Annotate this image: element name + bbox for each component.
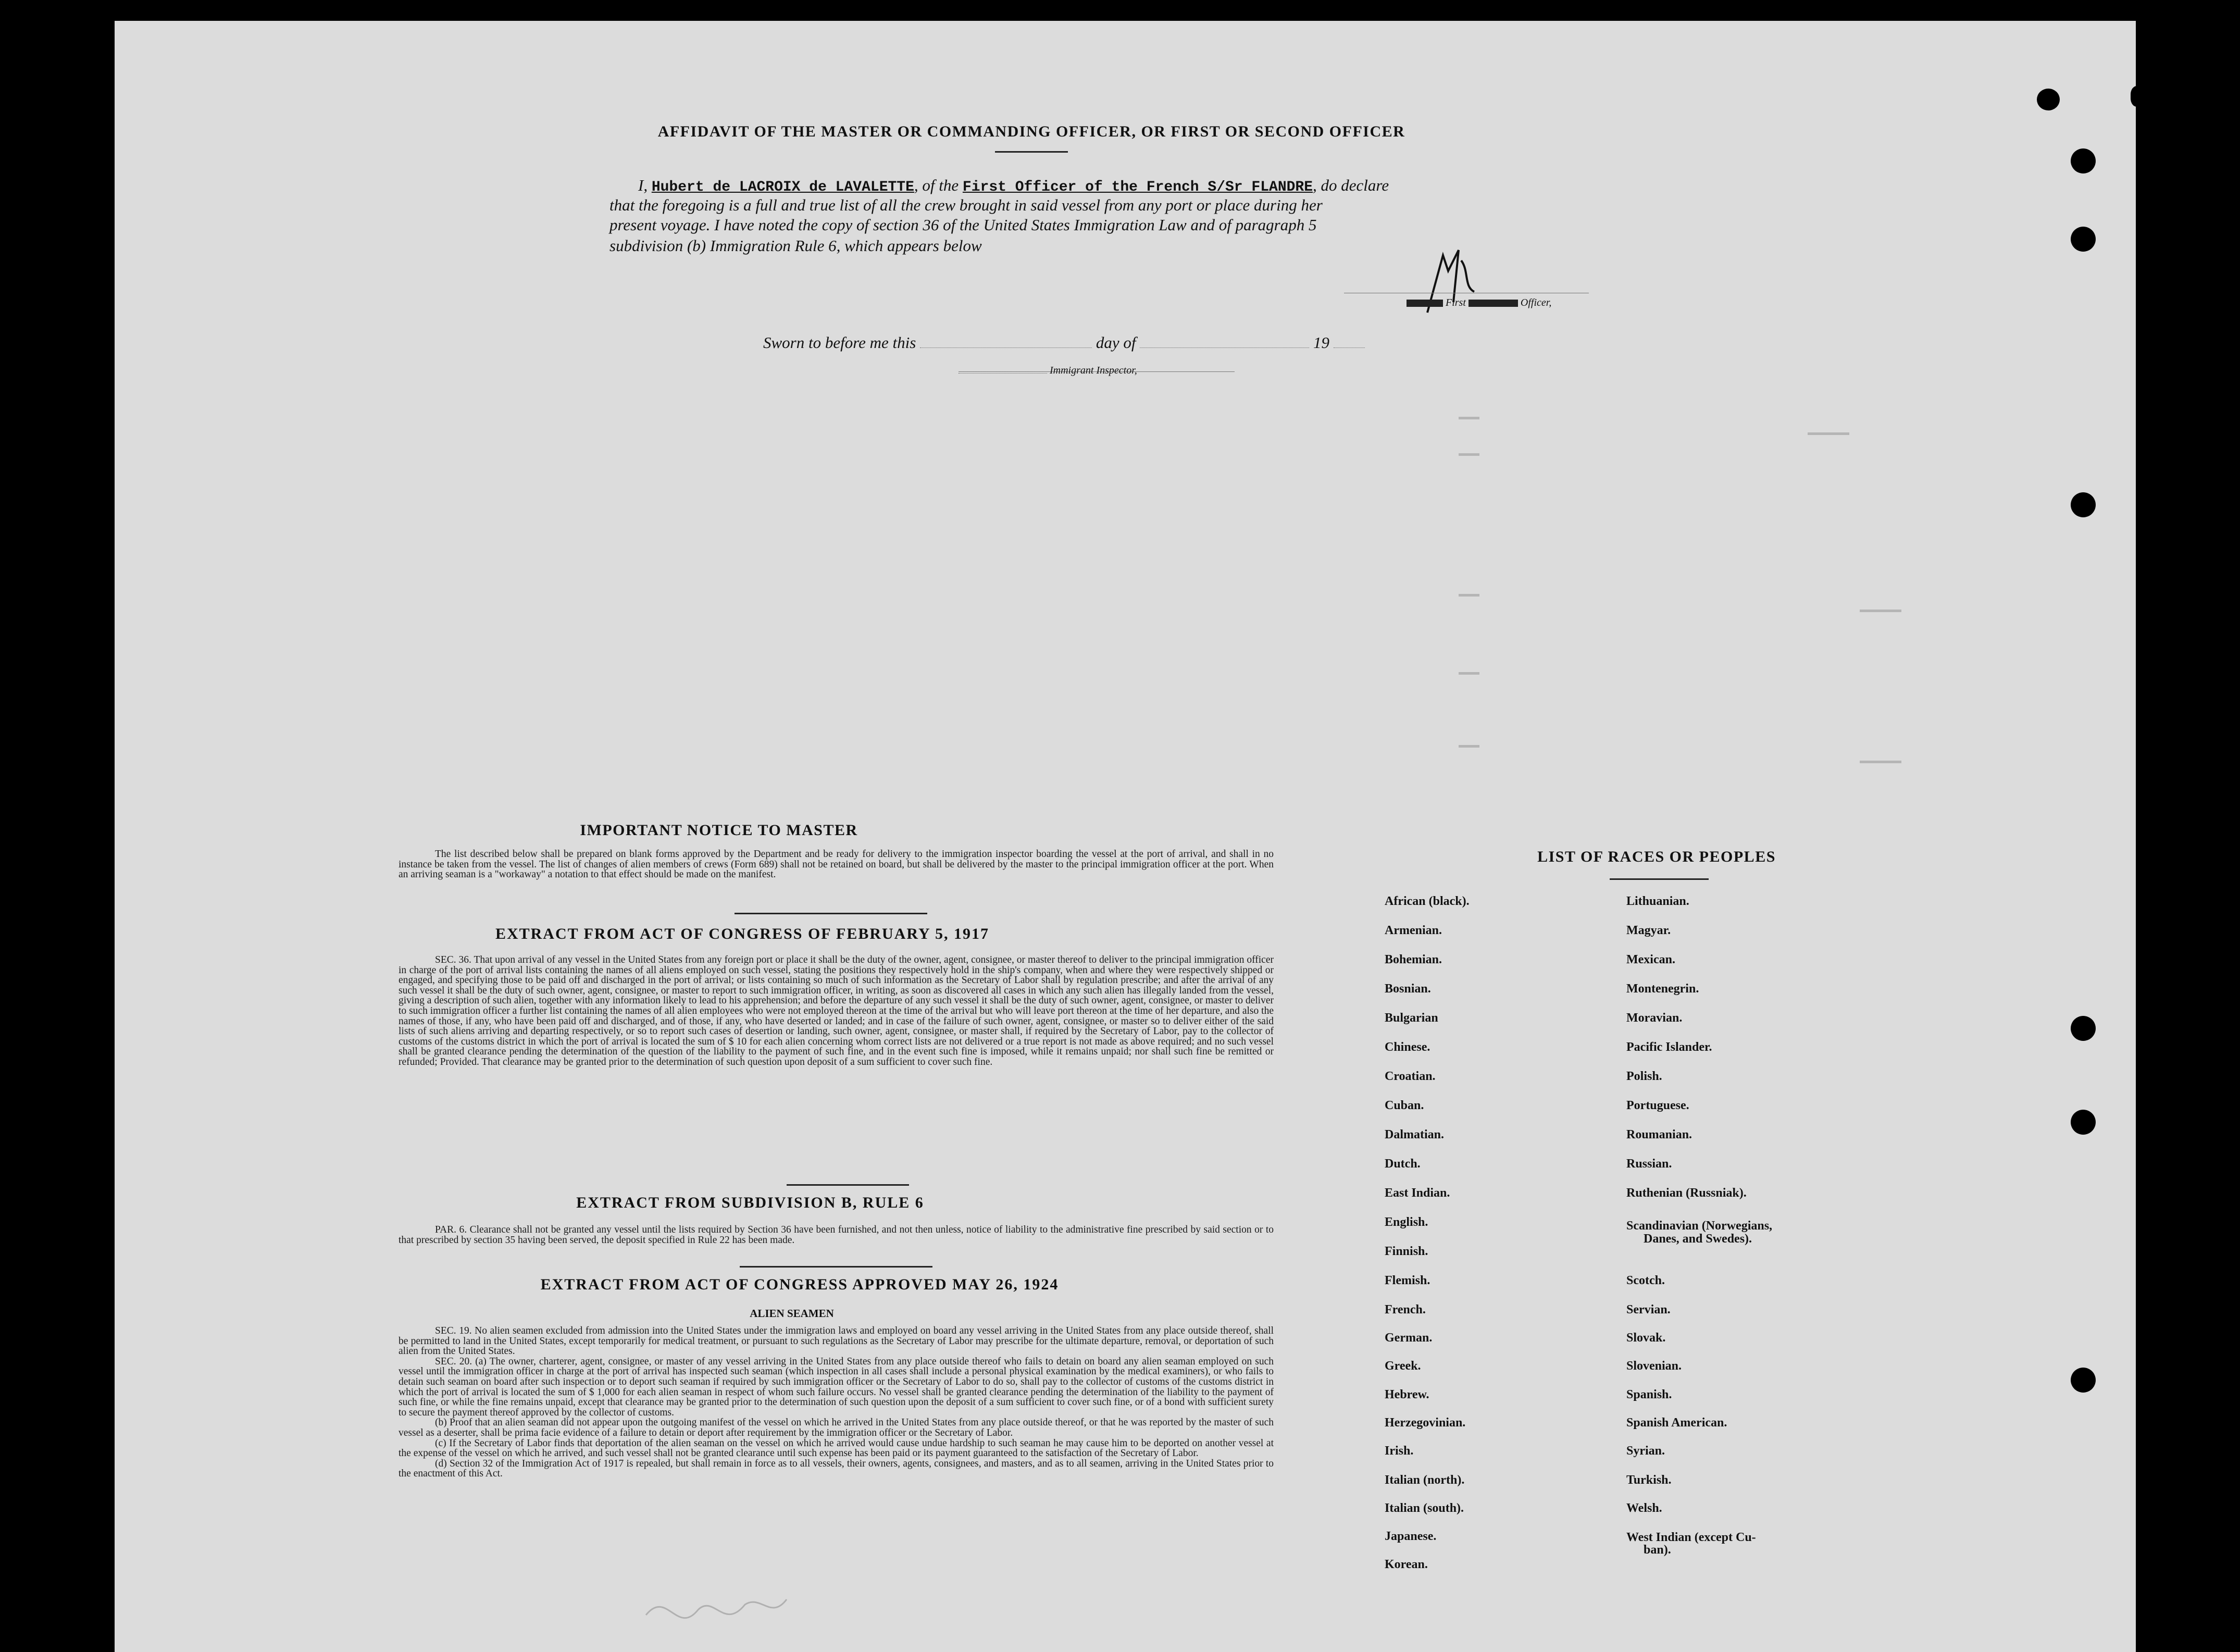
day-of-text: day of bbox=[1096, 333, 1136, 352]
race-item: Danes, and Swedes). bbox=[1644, 1232, 1752, 1246]
act1924-sec20a: SEC. 20. (a) The owner, charterer, agent, consignee, or master of any vessel arriving in the United States from any place outside thereof who fails to detain on board any alien seaman employed on such vessel until the immigration officer in charge at the port of arrival has inspected such seaman (which inspection in all cases shall include a personal physical examination by the medical examiners), or who fails to detain such seaman on board after such inspection or to deport such seaman if required by such immigration officer or the Secretary of Labor to do so, shall pay to the collector of customs of the customs district in which the port of arrival is located the sum of $ 1,000 for each alien seaman in respect of whom such failure occurs. No vessel shall be granted clearance pending the determination of the liability to the payment of such fine, or while the fine remains unpaid, except that clearance may be granted prior to the determination of such question upon the deposit of a sum sufficient to cover such fine, or of a bond with sufficient surety to secure the payment thereof approved by the collector of customs. bbox=[399, 1356, 1274, 1418]
affidavit-line3: present voyage. I have noted the copy of section 36 of the United States Immigration Law and of paragraph 5 bbox=[609, 216, 1317, 234]
race-item: Japanese. bbox=[1385, 1530, 1437, 1543]
punch-hole bbox=[2071, 227, 2096, 252]
race-item: Korean. bbox=[1385, 1558, 1428, 1571]
year-prefix: 19 bbox=[1313, 333, 1329, 352]
race-item: Magyar. bbox=[1626, 924, 1671, 937]
race-item: Croatian. bbox=[1385, 1070, 1436, 1083]
race-item: Dalmatian. bbox=[1385, 1128, 1444, 1141]
race-item: Hebrew. bbox=[1385, 1388, 1429, 1401]
notice-paragraph: The list described below shall be prepared on blank forms approved by the Department and be ready for delivery to the immigration inspector boarding the vessel at the port of arrival, and shall in no instance be taken from the vessel. The list of changes of alien members of crews (Form 689) shall not be retained on board, but shall be delivered by the master to the principal immigration officer at the port. When an arriving seaman is a "workaway" a notation to that effect should be made on the manifest. bbox=[399, 849, 1274, 880]
race-item: German. bbox=[1385, 1331, 1433, 1345]
officer-title: First Officer of the French S/Sr FLANDRE bbox=[962, 179, 1313, 195]
act1924-sec20c: (c) If the Secretary of Labor finds that deportation of the alien seaman on the vessel on which he arrived would cause undue hardship to such seaman he may cause him to be deported on another vessel at the expense of the vessel on which he arrived, and such vessel shall not be granted clearance until such expense has been paid or its payment guaranteed to the satisfaction of the Secretary of Labor. bbox=[399, 1437, 1274, 1459]
act1924-title: EXTRACT FROM ACT OF CONGRESS APPROVED MAY 26, 1924 bbox=[540, 1276, 1059, 1293]
race-item: Spanish American. bbox=[1626, 1416, 1727, 1430]
act1917-title: EXTRACT FROM ACT OF CONGRESS OF FEBRUARY 5, 1917 bbox=[495, 925, 990, 942]
race-item: Greek. bbox=[1385, 1359, 1421, 1373]
notice-text bbox=[399, 849, 1274, 880]
act1924-sec19: SEC. 19. No alien seamen excluded from admission into the United States under the immigration laws and employed on board any vessel arriving in the United States from any place outside thereof, shall be permitted to land in the United States, except temporarily for medical treatment, or pursuant to such regulations as the Secretary of Labor may prescribe for the ultimate departure, removal, or deportation of such alien from the United States. bbox=[399, 1325, 1274, 1357]
faint-stamp-mark bbox=[636, 1584, 792, 1641]
rule6-paragraph: PAR. 6. Clearance shall not be granted any vessel until the lists required by Section 36 have been furnished, and not then unless, notice of liability to the administrative fine prescribed by said section or to that prescribed by section 35 having been served, the deposit specified in Rule 22 has been made. bbox=[399, 1224, 1274, 1246]
ghost-mark bbox=[1808, 432, 1849, 435]
document-sheet bbox=[115, 21, 2136, 1652]
first-label: First bbox=[1446, 297, 1466, 308]
month-blank[interactable] bbox=[1140, 347, 1309, 348]
rule6-text bbox=[399, 1225, 1274, 1245]
ghost-mark bbox=[1459, 594, 1479, 597]
race-item: ban). bbox=[1644, 1543, 1671, 1557]
affidavit-title: AFFIDAVIT OF THE MASTER OR COMMANDING OFFICER, OR FIRST OR SECOND OFFICER bbox=[657, 123, 1405, 140]
race-item: French. bbox=[1385, 1303, 1426, 1316]
race-item: Slovenian. bbox=[1626, 1359, 1682, 1373]
race-item: Finnish. bbox=[1385, 1245, 1428, 1258]
race-item: Scandinavian (Norwegians, bbox=[1626, 1219, 1773, 1233]
declare-text: , do declare bbox=[1313, 176, 1389, 194]
race-item: Moravian. bbox=[1626, 1011, 1683, 1025]
affidavit-line2: that the foregoing is a full and true list of all the crew brought in said vessel from any port or place during her bbox=[609, 196, 1323, 214]
act1917-divider bbox=[787, 1184, 909, 1186]
master-name: Hubert de LACROIX de LAVALETTE bbox=[651, 179, 914, 195]
sworn-line bbox=[763, 333, 1365, 352]
race-item: Slovak. bbox=[1626, 1331, 1666, 1345]
ghost-mark bbox=[1459, 745, 1479, 748]
race-item: Portuguese. bbox=[1626, 1099, 1689, 1112]
race-item: Lithuanian. bbox=[1626, 895, 1689, 908]
notice-title: IMPORTANT NOTICE TO MASTER bbox=[580, 822, 858, 839]
of-the-text: , of the bbox=[914, 176, 959, 194]
year-blank[interactable] bbox=[1334, 347, 1365, 348]
race-item: Syrian. bbox=[1626, 1444, 1665, 1458]
day-blank[interactable] bbox=[920, 347, 1092, 348]
act1924-subtitle: ALIEN SEAMEN bbox=[750, 1307, 834, 1320]
race-item: Cuban. bbox=[1385, 1099, 1424, 1112]
race-item: Scotch. bbox=[1626, 1274, 1665, 1287]
punch-hole bbox=[2071, 148, 2096, 173]
ghost-mark bbox=[1459, 672, 1479, 675]
races-title-underline bbox=[1610, 878, 1709, 880]
act1917-text bbox=[399, 955, 1274, 1067]
race-item: Armenian. bbox=[1385, 924, 1442, 937]
officer-sig-label bbox=[1407, 297, 1551, 309]
inspector-line bbox=[959, 365, 1137, 377]
act1924-text bbox=[399, 1326, 1274, 1479]
race-item: Herzegovinian. bbox=[1385, 1416, 1466, 1430]
act1924-sec20d: (d) Section 32 of the Immigration Act of 1917 is repealed, but shall remain in force as to all vessels, their owners, agents, consignees, and masters, and as to all seamen, arriving in the United States prior to the enactment of this Act. bbox=[399, 1458, 1274, 1480]
races-title: LIST OF RACES OR PEOPLES bbox=[1537, 848, 1776, 865]
race-item: Italian (north). bbox=[1385, 1473, 1465, 1487]
act1917-paragraph: SEC. 36. That upon arrival of any vessel in the United States from any foreign port or place it shall be the duty of the owner, agent, consignee, or master thereof to deliver to the principal immigration officer in charge of the port of arrival lists containing the names of all aliens employed on such vessel, stating the positions they respectively hold in the ship's company, when and where they were respectively shipped or engaged, and specifying those to be paid off and discharged in the port of arrival; or lists containing so much of such information as the Secretary of Labor shall by regulation prescribe; and after the arrival of any such vessel it shall be the duty of such owner, agent, consignee, or master to report to such immigration officer, in writing, as soon as discovered all cases in which any such alien has illegally landed from the vessel, giving a description of such alien, together with any information likely to lead to his apprehension; and before the departure of any such vessel it shall be the duty of such owner, agent, consignee, or master to deliver to such immigration officer a further list containing the names of all alien employees who were not employed thereon at the time of the arrival but who will leave port thereon at the time of her departure, and also the names of those, if any, who have been paid off and discharged, and of those, if any, who have deserted or landed; and in case of the failure of such owner, agent, consignee, or master so to deliver either of the said lists of such aliens arriving and departing respectively, or so to report such cases of desertion or landing, such owner, agent, consignee, or master shall, if required by the Secretary of Labor, pay to the collector of customs of the customs district in which the port of arrival is located the sum of $ 10 for each alien concerning whom correct lists are not delivered or a true report is not made as above required; and no such vessel shall be granted clearance pending the determination of the question of the liability to the payment of such fine, and in the event such fine is imposed, while it remains unpaid; nor shall such fine be remitted or refunded; Provided. That clearance may be granted prior to the determination of such question upon deposit of a sum sufficient to cover such fine. bbox=[399, 954, 1274, 1067]
affidavit-line1 bbox=[638, 176, 1701, 195]
race-item: African (black). bbox=[1385, 895, 1470, 908]
affidavit-title-underline bbox=[995, 151, 1068, 153]
rule6-divider bbox=[740, 1266, 932, 1268]
race-item: Servian. bbox=[1626, 1303, 1671, 1316]
officer-signature bbox=[1417, 240, 1485, 328]
punch-hole bbox=[2037, 89, 2060, 110]
affidavit-line4: subdivision (b) Immigration Rule 6, which appears below bbox=[609, 237, 982, 255]
race-item: Flemish. bbox=[1385, 1274, 1430, 1287]
punch-hole bbox=[2071, 492, 2096, 517]
notice-divider bbox=[735, 913, 927, 914]
rule6-title: EXTRACT FROM SUBDIVISION B, RULE 6 bbox=[576, 1194, 924, 1211]
officer-label: Officer, bbox=[1520, 297, 1552, 308]
race-item: Spanish. bbox=[1626, 1388, 1672, 1401]
ghost-mark bbox=[1860, 761, 1901, 763]
race-item: Dutch. bbox=[1385, 1157, 1421, 1171]
race-item: Polish. bbox=[1626, 1070, 1662, 1083]
ghost-mark bbox=[1459, 417, 1479, 419]
punch-hole bbox=[2071, 1110, 2096, 1135]
race-item: Montenegrin. bbox=[1626, 982, 1699, 996]
punch-hole bbox=[2071, 1016, 2096, 1041]
race-item: Roumanian. bbox=[1626, 1128, 1693, 1141]
punch-hole bbox=[2131, 86, 2146, 107]
race-item: Mexican. bbox=[1626, 953, 1675, 966]
race-item: Italian (south). bbox=[1385, 1501, 1464, 1515]
race-item: Bulgarian bbox=[1385, 1011, 1438, 1025]
sworn-text: Sworn to before me this bbox=[763, 333, 916, 352]
punch-hole bbox=[2071, 1368, 2096, 1393]
race-item: Welsh. bbox=[1626, 1501, 1662, 1515]
race-item: Pacific Islander. bbox=[1626, 1040, 1712, 1054]
race-item: Bosnian. bbox=[1385, 982, 1431, 996]
affidavit-intro: I, bbox=[638, 176, 648, 194]
inspector-label: Immigrant Inspector, bbox=[1050, 365, 1137, 376]
race-item: Turkish. bbox=[1626, 1473, 1672, 1487]
race-item: Ruthenian (Russniak). bbox=[1626, 1186, 1747, 1200]
race-item: Irish. bbox=[1385, 1444, 1414, 1458]
ghost-mark bbox=[1459, 453, 1479, 456]
act1924-sec20b: (b) Proof that an alien seaman did not appear upon the outgoing manifest of the vessel on which he arrived in the United States from any place outside thereof, or that he was reported by the master of such vessel as a deserter, shall be prima facie evidence of a failure to detain or deport after requirement by the immigration officer or the Secretary of Labor. bbox=[399, 1417, 1274, 1438]
race-item: Bohemian. bbox=[1385, 953, 1442, 966]
ghost-mark bbox=[1860, 610, 1901, 612]
race-item: Russian. bbox=[1626, 1157, 1672, 1171]
race-item: West Indian (except Cu- bbox=[1626, 1531, 1756, 1544]
race-item: East Indian. bbox=[1385, 1186, 1450, 1200]
race-item: Chinese. bbox=[1385, 1040, 1430, 1054]
race-item: English. bbox=[1385, 1215, 1428, 1229]
